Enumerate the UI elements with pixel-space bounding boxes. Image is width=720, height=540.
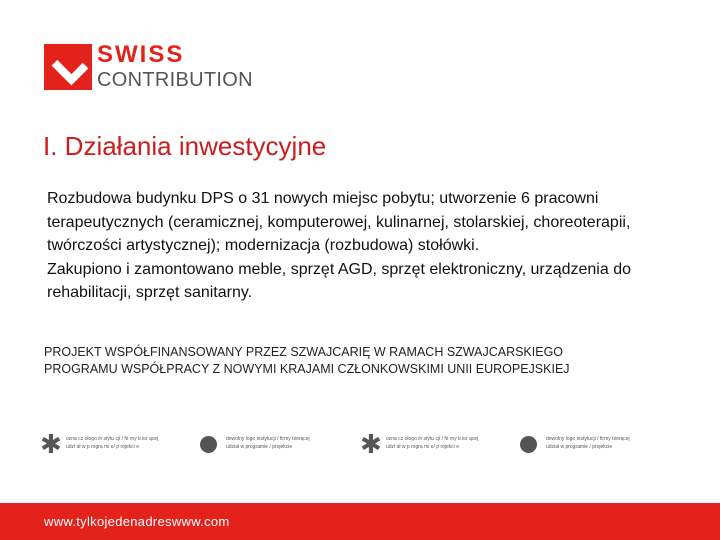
logo-text-contribution: CONTRIBUTION (97, 69, 253, 91)
description (47, 187, 647, 305)
partner-3-line-2: udzi ał w p rogra mi e/ p rojekci e (386, 444, 460, 450)
page-title: I. Działania inwestycyjne (43, 131, 327, 161)
logo-mark (44, 44, 92, 90)
circle-icon (200, 436, 217, 453)
partner-logos (40, 429, 680, 459)
partner-2-line-1: dowolny logo instytucji / firmy biorącej (226, 436, 310, 442)
partner-1-line-2: udzi ał w p rogra mi e/ p rojekci e (66, 444, 140, 450)
asterisk-icon: ✱ (40, 429, 62, 459)
circle-icon (520, 436, 537, 453)
partner-3-line-1: ozna cz ologo in stytu cji / fir my b ior ącej (386, 436, 479, 442)
logo-text-swiss: SWISS (97, 41, 185, 68)
description-paragraph-2: Zakupiono i zamontowano meble, sprzęt AGD, sprzęt elektroniczny, urządzenia do rehabilitacji, sprzęt sanitarny. (47, 260, 631, 301)
footer-url[interactable]: www.tylkojedenadreswww.com (44, 514, 230, 529)
project-statement (44, 344, 684, 378)
project-line-2: PROGRAMU WSPÓŁPRACY Z NOWYMI KRAJAMI CZŁONKOWSKIMI UNII EUROPEJSKIEJ (44, 362, 570, 376)
partner-1-line-1: ozna cz ologo in stytu cji / fir my b ior ącej (66, 436, 159, 442)
partner-2-line-2: udział w programie / projekcie (226, 444, 293, 450)
project-line-1: PROJEKT WSPÓŁFINANSOWANY PRZEZ SZWAJCARIĘ W RAMACH SZWAJCARSKIEGO (44, 345, 564, 359)
footer-bar (0, 503, 720, 540)
asterisk-icon: ✱ (360, 429, 382, 459)
partner-4-line-2: udział w programie / projekcie (546, 444, 613, 450)
logo-arrow-icon (44, 44, 92, 90)
swiss-contribution-logo (44, 41, 304, 94)
description-paragraph-1: Rozbudowa budynku DPS o 31 nowych miejsc pobytu; utworzenie 6 pracowni terapeutycznych (ceramicznej, komputerowej, kulinarnej, stolarskiej, choreoterapii, twórczości artystycznej); modernizacja (rozbudowa) stołówki. (47, 190, 631, 254)
partner-4-line-1: dowolny logo instytucji / firmy biorącej (546, 436, 630, 442)
